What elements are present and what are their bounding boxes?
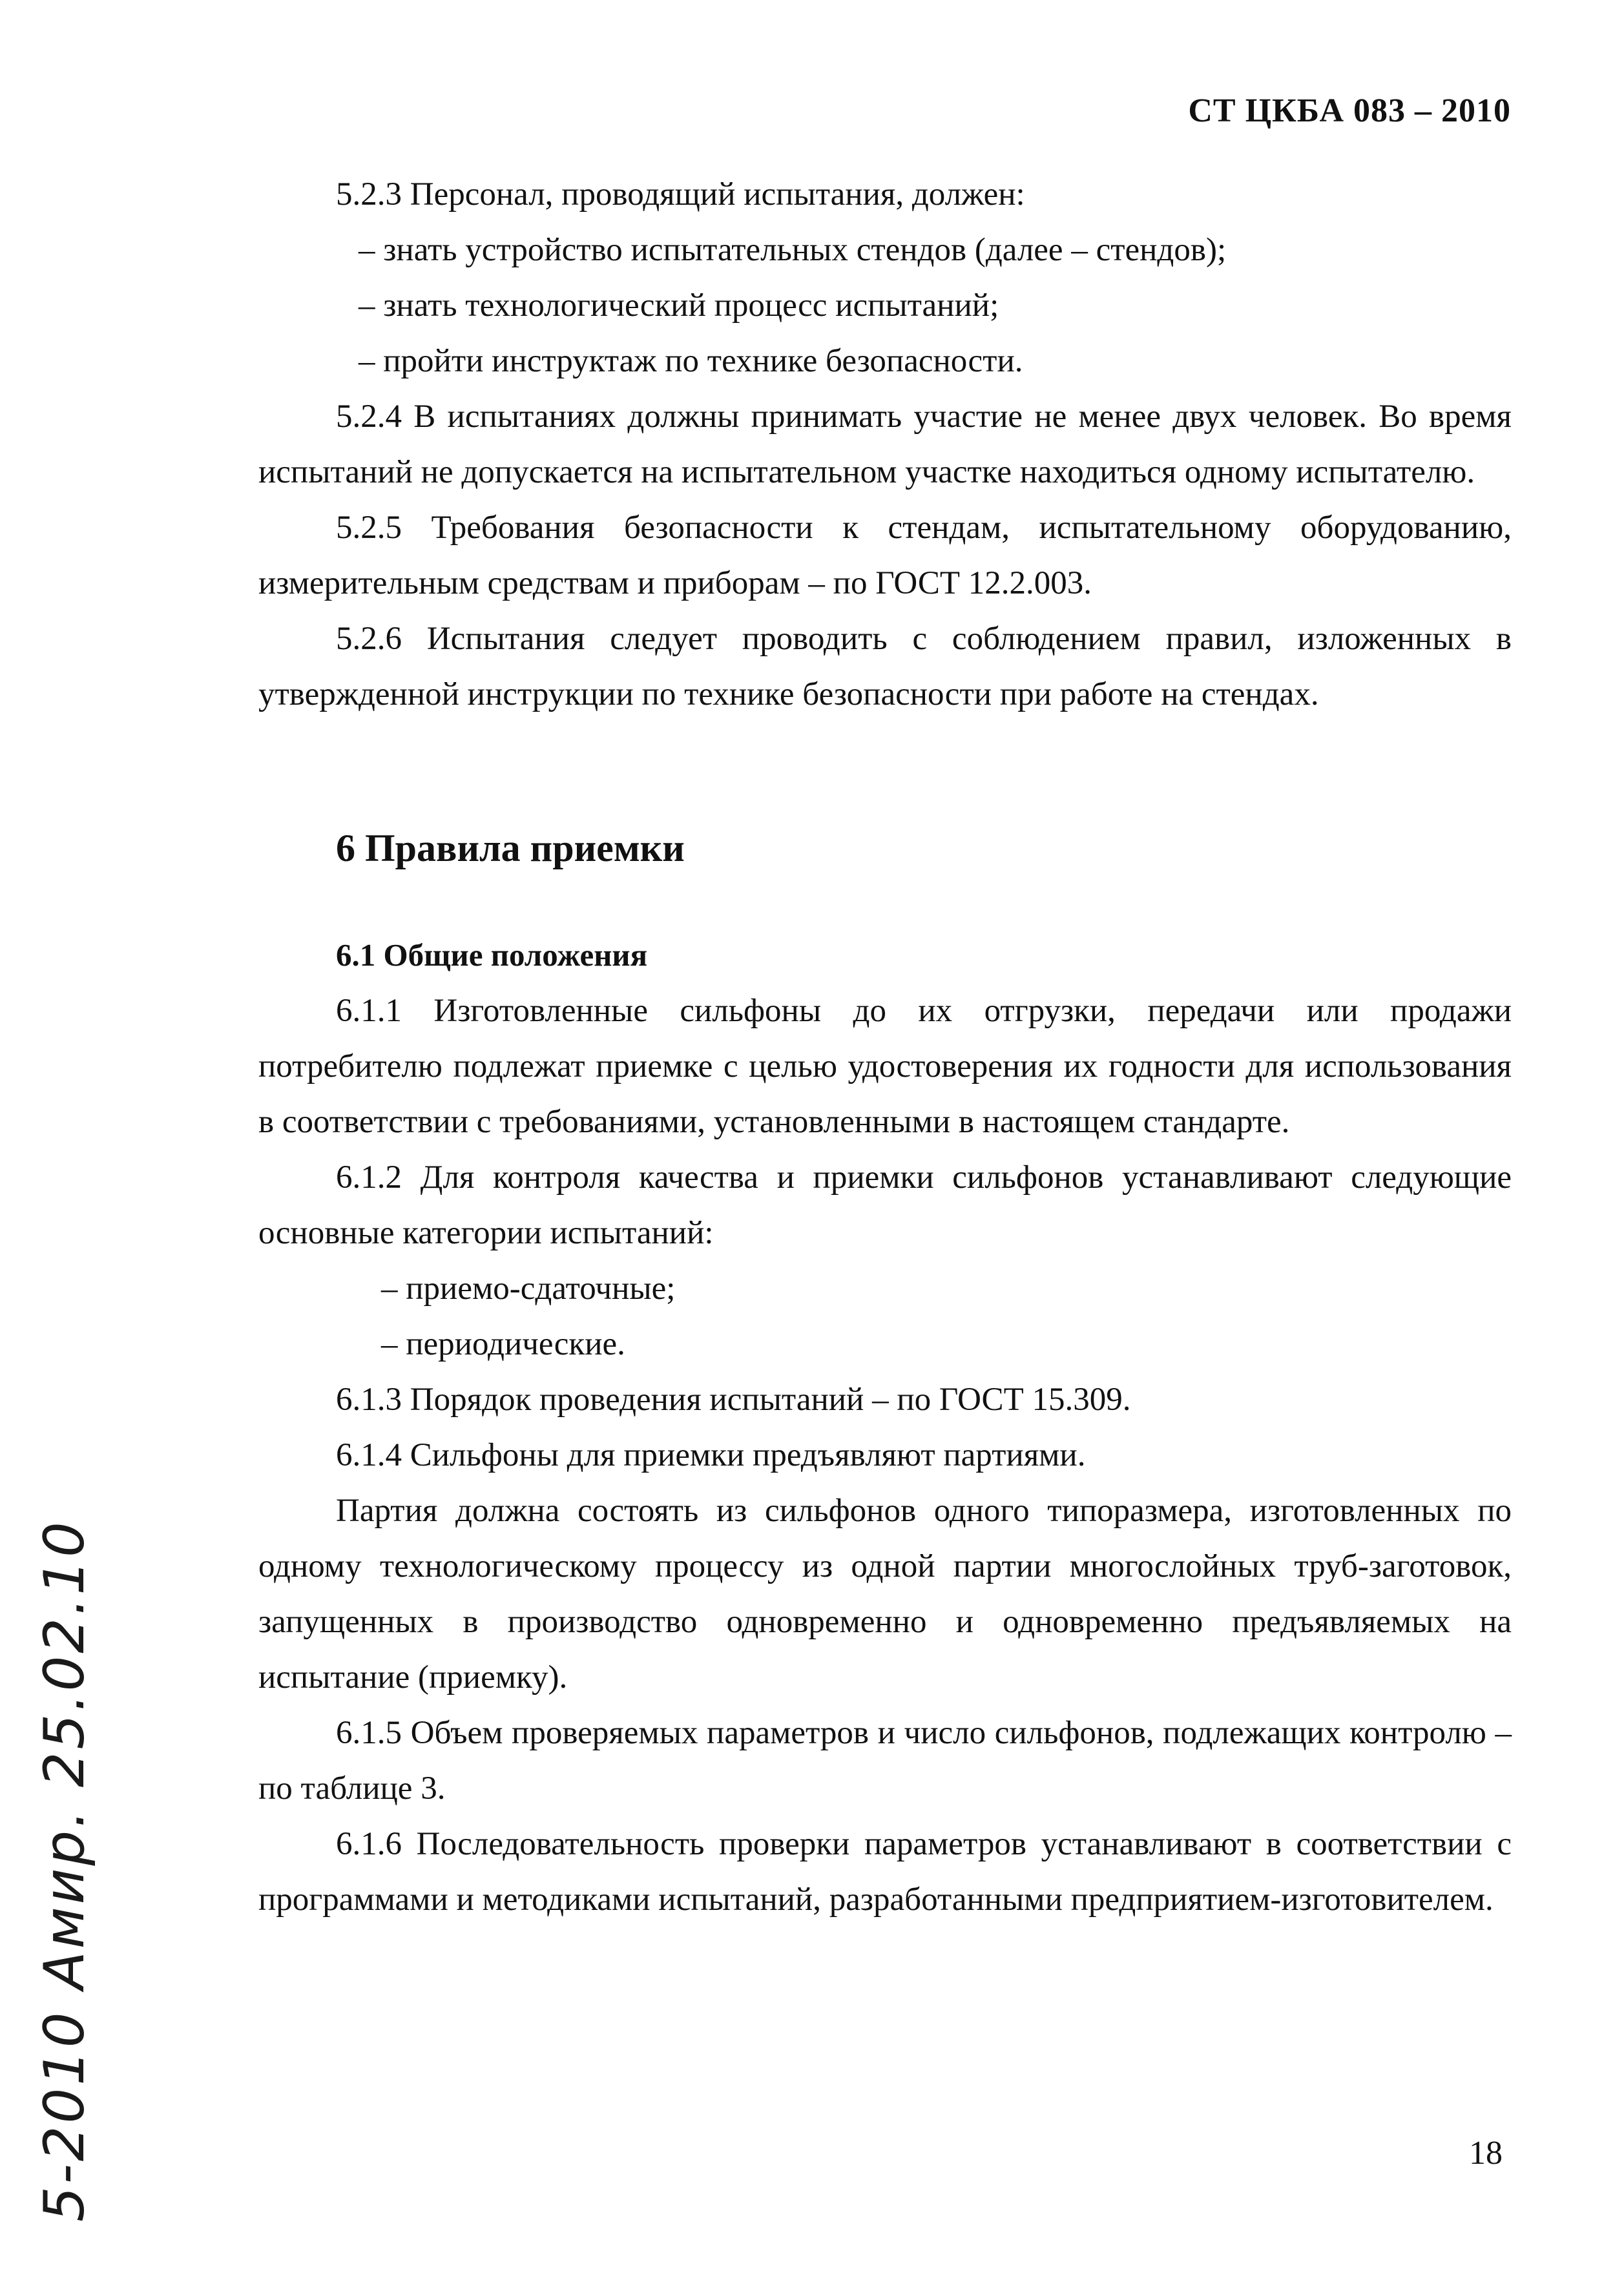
paragraph-6-1-6: 6.1.6 Последовательность проверки параметров устанавливают в соответствии с программами и методиками испытаний, разработанными предприятием-изготовителем. bbox=[258, 1826, 1512, 1918]
page-number: 18 bbox=[1469, 2135, 1503, 2172]
paragraph-5-2-3: 5.2.3 Персонал, проводящий испытания, должен: bbox=[336, 176, 1025, 213]
paragraph-6-1-2: 6.1.2 Для контроля качества и приемки сильфонов устанавливают следующие основные категории испытаний: bbox=[258, 1159, 1512, 1251]
list-item: – знать технологический процесс испытаний; bbox=[359, 287, 999, 324]
document-code-header: СТ ЦКБА 083 – 2010 bbox=[1188, 92, 1511, 129]
paragraph-5-2-4: 5.2.4 В испытаниях должны принимать участие не менее двух человек. Во время испытаний не допускается на испытательном участке находиться одному испытателю. bbox=[258, 399, 1512, 490]
paragraph-6-1-4: 6.1.4 Сильфоны для приемки предъявляют партиями. bbox=[336, 1437, 1086, 1473]
list-item: – пройти инструктаж по технике безопасности. bbox=[359, 343, 1023, 379]
paragraph-6-1-5: 6.1.5 Объем проверяемых параметров и число сильфонов, подлежащих контролю – по таблице 3. bbox=[258, 1715, 1512, 1807]
section-6-heading: 6 Правила приемки bbox=[336, 827, 685, 869]
handwritten-margin-note: 5-2010 Амир. 25.02.10 bbox=[32, 1519, 97, 2222]
paragraph-6-1-1: 6.1.1 Изготовленные сильфоны до их отгрузки, передачи или продажи потребителю подлежат приемке с целью удостоверения их годности для использования в соответствии с требованиями, установленными в настоящем стандарте. bbox=[258, 993, 1512, 1140]
list-item: – периодические. bbox=[381, 1326, 625, 1362]
paragraph-6-1-4-batch: Партия должна состоять из сильфонов одного типоразмера, изготовленных по одному технологическому процессу из одной партии многослойных труб-заготовок, запущенных в производство одновременно и одновременно предъявляемых на испытание (приемку). bbox=[258, 1493, 1512, 1695]
paragraph-5-2-6: 5.2.6 Испытания следует проводить с соблюдением правил, изложенных в утвержденной инструкции по технике безопасности при работе на стендах. bbox=[258, 621, 1512, 712]
paragraph-5-2-5: 5.2.5 Требования безопасности к стендам, испытательному оборудованию, измерительным средствам и приборам – по ГОСТ 12.2.003. bbox=[258, 510, 1512, 601]
page-body bbox=[258, 167, 1512, 1927]
list-item: – приемо-сдаточные; bbox=[381, 1270, 676, 1307]
list-item: – знать устройство испытательных стендов (далее – стендов); bbox=[359, 232, 1227, 268]
paragraph-6-1-3: 6.1.3 Порядок проведения испытаний – по ГОСТ 15.309. bbox=[336, 1382, 1131, 1418]
subsection-6-1-heading: 6.1 Общие положения bbox=[336, 937, 648, 973]
